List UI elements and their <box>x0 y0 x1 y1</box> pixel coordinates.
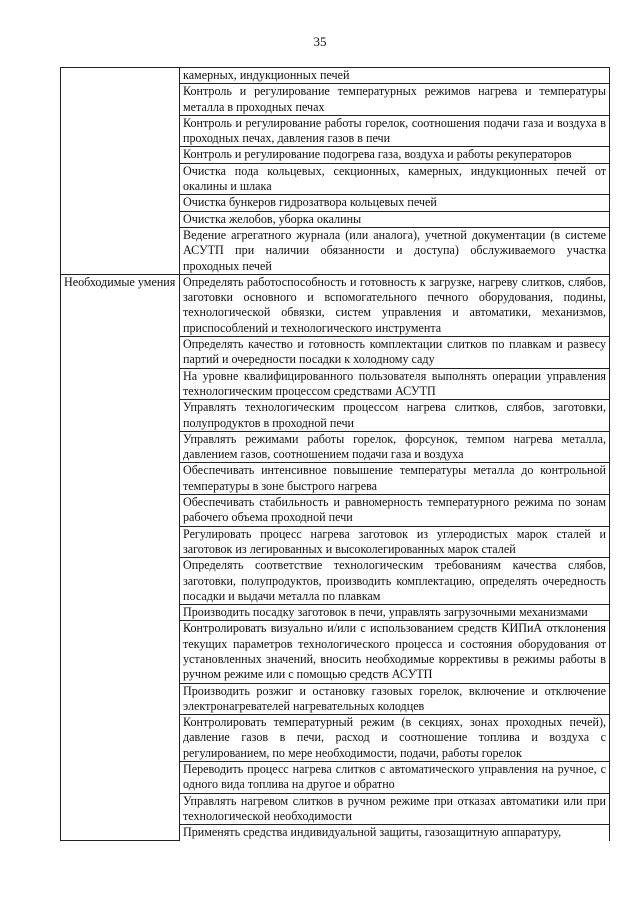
table-row <box>61 274 610 336</box>
table-cell-item: Контроль и регулирование работы горелок, соотношения подачи газа и воздуха в проходных печах, давления газов в печи <box>180 115 610 147</box>
table-cell-item: На уровне квалифицированного пользователя выполнять операции управления технологическим процессом средствами АСУТП <box>180 368 610 400</box>
table-cell-item: Определять качество и готовность комплектации слитков по плавкам и развесу партий и очередности посадки к холодному саду <box>180 337 610 369</box>
table-cell-item: Обеспечивать интенсивное повышение температуры металла до контрольной температуры в зоне быстрого нагрева <box>180 463 610 495</box>
table-cell-item: Производить розжиг и остановку газовых горелок, включение и отключение электронагревателей нагревательных колодцев <box>180 683 610 715</box>
table-cell-item: Определять работоспособность и готовность к загрузке, нагреву слитков, слябов, заготовки основного и вспомогательного печного оборудования, подины, технологической обвязки, систем управления и автоматики, механизмов, приспособлений и технологического инструмента <box>180 274 610 336</box>
section-label-continued <box>61 68 180 275</box>
table-cell-item: Определять соответствие технологическим требованиям качества слябов, заготовки, полупродуктов, производить комплектацию, определять очередность посадки и выдачи металла по плавкам <box>180 558 610 605</box>
table-cell-item: Очистка желобов, уборка окалины <box>180 211 610 227</box>
section-label-skills: Необходимые умения <box>61 274 180 840</box>
page-number: 35 <box>313 34 327 49</box>
table-cell-item: Контролировать температурный режим (в секциях, зонах проходных печей), давление газов в печи, расход и соотношение топлива и воздуха с регулированием, по мере необходимости, подачи, работы горелок <box>180 715 610 762</box>
table-cell-item: камерных, индукционных печей <box>180 68 610 84</box>
table-cell-item: Обеспечивать стабильность и равномерность температурного режима по зонам рабочего объема проходной печи <box>180 495 610 527</box>
table-cell-item: Управлять нагревом слитков в ручном режиме при отказах автоматики или при технологической необходимости <box>180 793 610 825</box>
table-cell-item: Применять средства индивидуальной защиты, газозащитную аппаратуру, <box>180 825 610 841</box>
table-cell-item: Регулировать процесс нагрева заготовок из углеродистых марок сталей и заготовок из легированных и высоколегированных марок сталей <box>180 526 610 558</box>
table-cell-item: Переводить процесс нагрева слитков с автоматического управления на ручное, с одного вида топлива на другое и обратно <box>180 762 610 794</box>
table-cell-item: Производить посадку заготовок в печи, управлять загрузочными механизмами <box>180 605 610 621</box>
requirements-table <box>60 67 610 841</box>
table-cell-item: Контроль и регулирование подогрева газа, воздуха и работы рекуператоров <box>180 147 610 163</box>
table-cell-item: Очистка бункеров гидрозатвора кольцевых печей <box>180 195 610 211</box>
table-cell-item: Управлять режимами работы горелок, форсунок, темпом нагрева металла, давлением газов, соотношением подачи газа и воздуха <box>180 431 610 463</box>
table-row <box>61 68 610 84</box>
table-cell-item: Контроль и регулирование температурных режимов нагрева и температуры металла в проходных печах <box>180 84 610 116</box>
table-cell-item: Ведение агрегатного журнала (или аналога), учетной документации (в системе АСУТП при наличии обязанности и доступа) обслуживаемого участка проходных печей <box>180 227 610 274</box>
table-cell-item: Управлять технологическим процессом нагрева слитков, слябов, заготовки, полупродуктов в проходной печи <box>180 400 610 432</box>
table-cell-item: Очистка пода кольцевых, секционных, камерных, индукционных печей от окалины и шлака <box>180 163 610 195</box>
table-cell-item: Контролировать визуально и/или с использованием средств КИПиА отклонения текущих параметров технологического процесса и состояния оборудования от установленных значений, вносить необходимые коррективы в режимы работы в ручном режиме или с помощью средств АСУТП <box>180 621 610 683</box>
requirements-table-grid <box>60 67 610 841</box>
